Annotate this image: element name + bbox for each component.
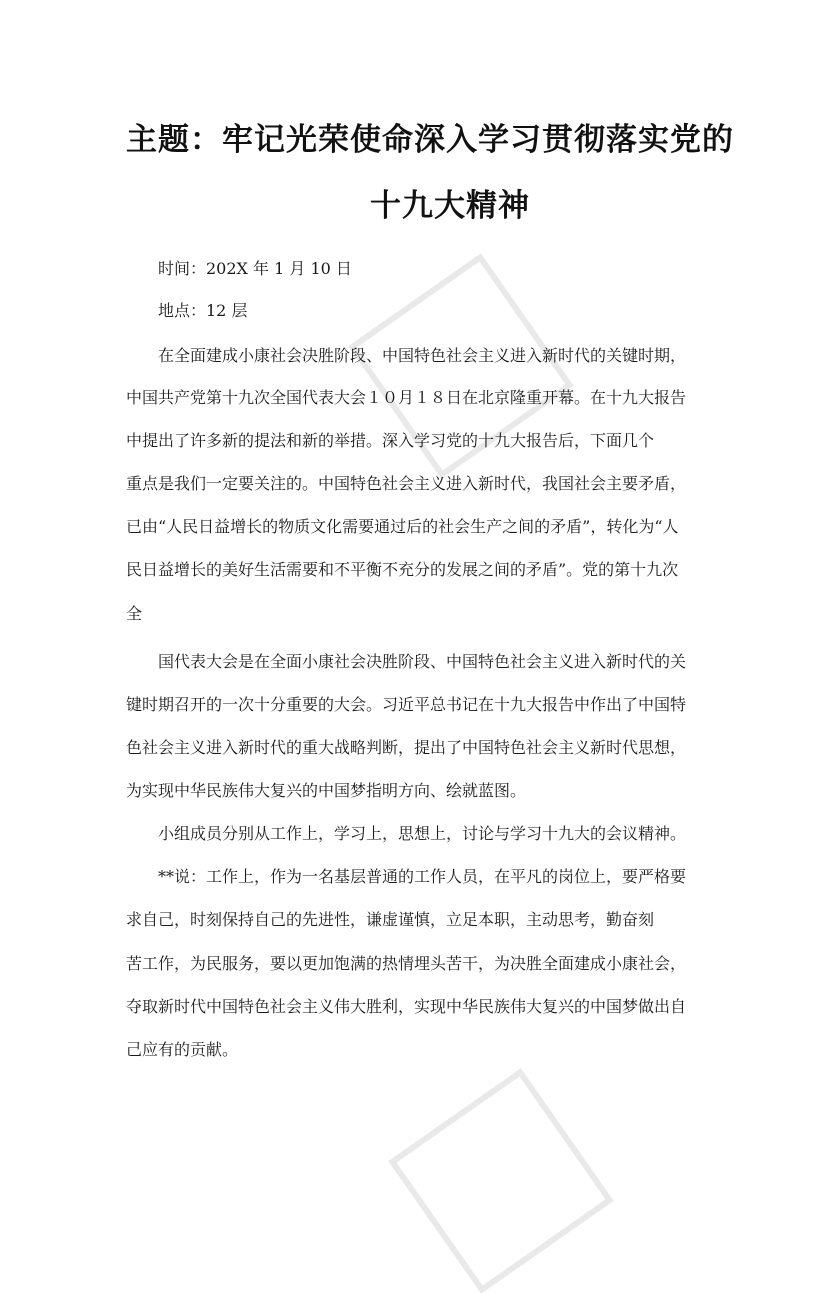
body-line: 小组成员分别从工作上，学习上，思想上，讨论与学习十九大的会议精神。 [158,824,687,843]
body-line: 为实现中华民族伟大复兴的中国梦指明方向、绘就蓝图。 [126,781,527,800]
document-title-line-2: 十九大精神 [370,188,530,224]
body-line: 夺取新时代中国特色社会主义伟大胜利，实现中华民族伟大复兴的中国梦做出自 [126,997,687,1016]
body-line: 色社会主义进入新时代的重大战略判断，提出了中国特色社会主义新时代思想， [126,738,687,757]
body-line: 中国共产党第十九次全国代表大会１０月１８日在北京隆重开幕。在十九大报告 [126,388,687,407]
document-title-line-1: 主题：牢记光荣使命深入学习贯彻落实党的 [126,122,734,158]
body-line: 全 [126,604,143,623]
body-line: 己应有的贡献。 [126,1040,239,1059]
body-line: 国代表大会是在全面小康社会决胜阶段、中国特色社会主义进入新时代的关 [158,652,687,671]
watermark-stamp-bottom [388,1068,614,1294]
body-line: **说：工作上，作为一名基层普通的工作人员，在平凡的岗位上，要严格要 [158,867,687,886]
meeting-place: 地点：12 层 [158,301,248,320]
body-line: 民日益增长的美好生活需要和不平衡不充分的发展之间的矛盾”。党的第十九次 [126,560,679,579]
body-line: 已由“人民日益增长的物质文化需要通过后的社会生产之间的矛盾”，转化为“人 [126,517,679,536]
body-line: 中提出了许多新的提法和新的举措。深入学习党的十九大报告后，下面几个 [126,431,655,450]
meeting-time: 时间：202X 年 1 月 10 日 [158,259,352,278]
body-line: 在全面建成小康社会决胜阶段、中国特色社会主义进入新时代的关键时期， [158,346,687,365]
body-line: 求自己，时刻保持自己的先进性，谦虚谨慎，立足本职，主动思考，勤奋刻 [126,910,655,929]
body-line: 键时期召开的一次十分重要的大会。习近平总书记在十九大报告中作出了中国特 [126,695,687,714]
body-line: 重点是我们一定要关注的。中国特色社会主义进入新时代，我国社会主要矛盾， [126,474,687,493]
body-line: 苦工作，为民服务，要以更加饱满的热情埋头苦干，为决胜全面建成小康社会， [126,954,687,973]
